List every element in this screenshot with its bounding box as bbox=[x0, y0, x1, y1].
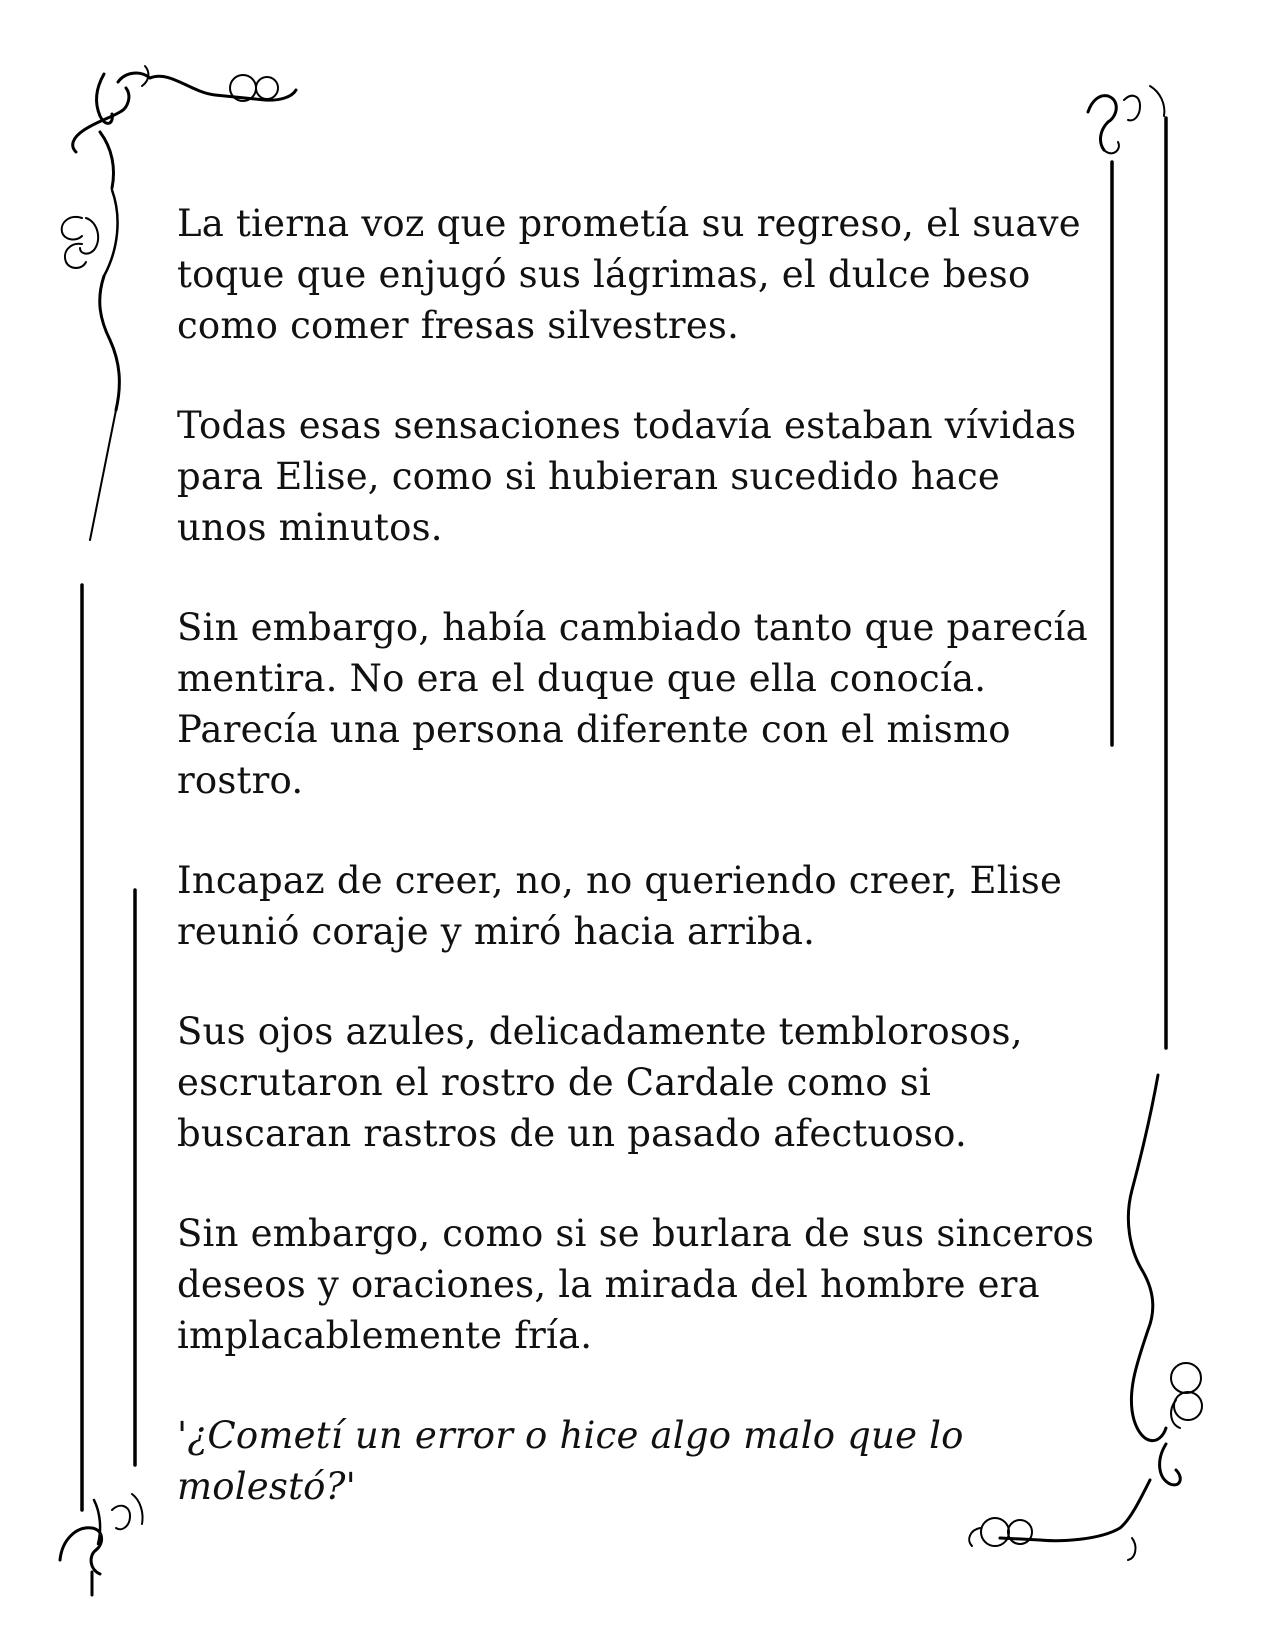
paragraph-2 bbox=[177, 400, 1122, 553]
paragraph-inner-thought bbox=[177, 1410, 1122, 1512]
text-line: como comer fresas silvestres. bbox=[177, 304, 740, 347]
text-line: Sus ojos azules, delicadamente temblorosos, bbox=[177, 1010, 1023, 1053]
text-line: toque que enjugó sus lágrimas, el dulce beso bbox=[177, 253, 1031, 296]
paragraph-4 bbox=[177, 855, 1122, 957]
text-line: implacablemente fría. bbox=[177, 1314, 593, 1357]
text-line: Sin embargo, había cambiado tanto que parecía bbox=[177, 606, 1088, 649]
paragraph-6 bbox=[177, 1208, 1122, 1361]
text-line: escrutaron el rostro de Cardale como si bbox=[177, 1061, 932, 1104]
left-rules bbox=[82, 585, 135, 1510]
page-text bbox=[177, 198, 1122, 1512]
text-line: Parecía una persona diferente con el mismo bbox=[177, 708, 1011, 751]
paragraph-5 bbox=[177, 1006, 1122, 1159]
text-line: Sin embargo, como si se burlara de sus sinceros bbox=[177, 1212, 1095, 1255]
text-line: deseos y oraciones, la mirada del hombre era bbox=[177, 1263, 1040, 1306]
text-line: Todas esas sensaciones todavía estaban vívidas bbox=[177, 404, 1077, 447]
text-line: Incapaz de creer, no, no queriendo creer, Elise bbox=[177, 859, 1063, 902]
text-line: unos minutos. bbox=[177, 506, 443, 549]
paragraph-3 bbox=[177, 602, 1122, 806]
text-line: molestó?' bbox=[177, 1465, 357, 1508]
text-line: buscaran rastros de un pasado afectuoso. bbox=[177, 1112, 967, 1155]
text-line: para Elise, como si hubieran sucedido hace bbox=[177, 455, 1001, 498]
text-line: mentira. No era el duque que ella conocía. bbox=[177, 657, 987, 700]
bottom-left-flourish bbox=[60, 1494, 143, 1595]
text-line: '¿Cometí un error o hice algo malo que lo bbox=[177, 1414, 964, 1457]
text-line: rostro. bbox=[177, 759, 304, 802]
paragraph-1 bbox=[177, 198, 1122, 351]
text-line: reunió coraje y miró hacia arriba. bbox=[177, 910, 816, 953]
text-line: La tierna voz que prometía su regreso, el suave bbox=[177, 202, 1081, 245]
